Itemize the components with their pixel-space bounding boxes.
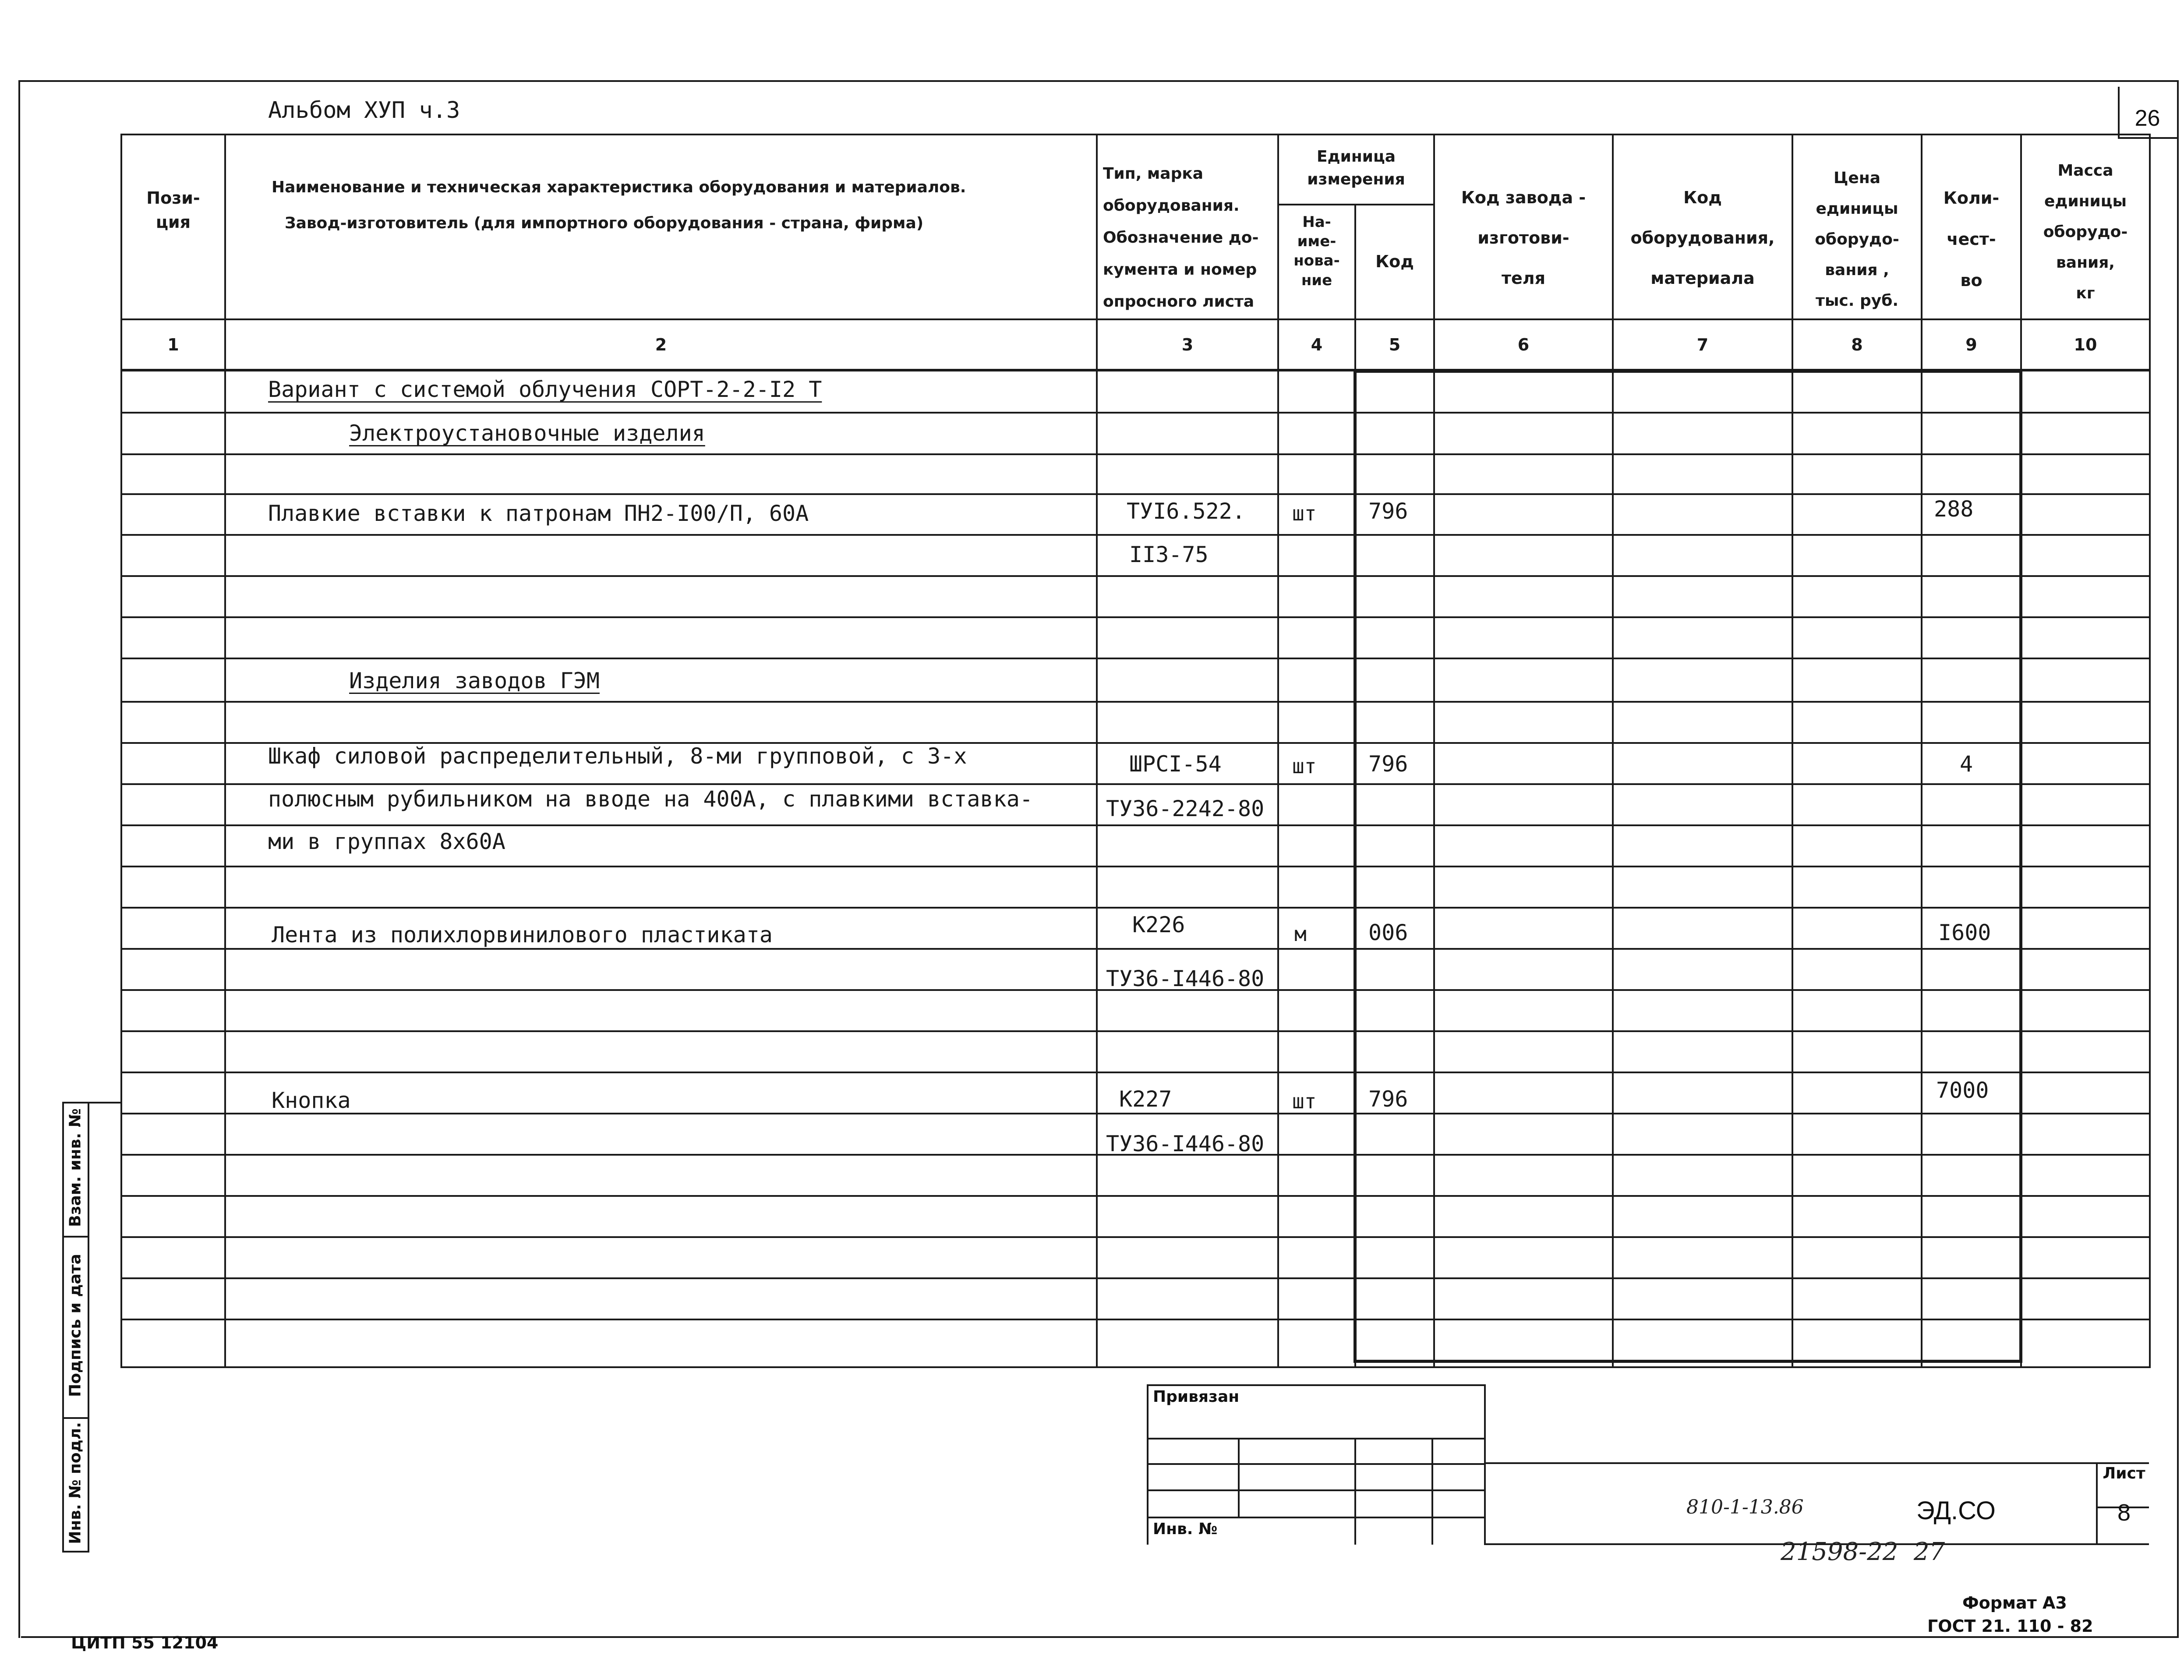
item-unit: м <box>1294 922 1307 946</box>
item-type: ТУI6.522. <box>1127 499 1245 524</box>
item-quantity: 7000 <box>1936 1078 1989 1103</box>
header-position: Пози- ция <box>146 188 200 232</box>
column-number: 9 <box>1965 335 1977 354</box>
column-number: 1 <box>167 335 179 354</box>
item-type: ТУ36-I446-80 <box>1106 966 1265 991</box>
item-quantity: 4 <box>1960 751 1973 777</box>
side-label-vzam: Взам. инв. № <box>66 1108 85 1227</box>
item-unit: шт <box>1292 754 1317 778</box>
column-number: 3 <box>1181 335 1194 354</box>
column-number: 8 <box>1851 335 1863 354</box>
item-type: ШРСI-54 <box>1129 751 1222 777</box>
item-quantity: 288 <box>1934 496 1974 522</box>
header-price: Цена единицы оборудо- вания , тыс. руб. <box>1815 169 1899 310</box>
item-type: К226 <box>1132 912 1185 937</box>
citp-label: ЦИТП 55 12104 <box>71 1633 219 1652</box>
item-type: II3-75 <box>1129 542 1209 567</box>
column-number: 5 <box>1389 335 1401 354</box>
item-name: полюсным рубильником на вводе на 400А, с плавкими вставка- <box>268 786 1033 812</box>
album-title: Альбом ХУП ч.3 <box>268 97 460 124</box>
inv-no-label: Инв. № <box>1153 1520 1218 1538</box>
format-label: Формат А3 <box>1962 1593 2067 1613</box>
item-type: ТУ36-2242-80 <box>1106 796 1265 821</box>
item-name: Шкаф силовой распределительный, 8-ми групповой, с 3-х <box>268 743 967 769</box>
item-type: ТУ36-I446-80 <box>1106 1131 1265 1157</box>
header-type: Тип, марка оборудования. Обозначение до- кумента и номер опросного листа <box>1103 165 1259 311</box>
item-name: Кнопка <box>272 1088 351 1113</box>
side-label-podpis: Подпись и дата <box>66 1254 85 1397</box>
item-name: Плавкие вставки к патронам ПН2-I00/П, 60А <box>268 501 809 526</box>
side-label-inv-podl: Инв. № подл. <box>66 1422 85 1544</box>
header-quantity: Коли- чест- во <box>1943 188 2000 290</box>
header-factory-code: Код завода - изготови- теля <box>1461 188 1586 288</box>
column-number: 6 <box>1517 335 1530 354</box>
item-unit: шт <box>1292 1089 1317 1113</box>
doc-code: 810-1-13.86 <box>1686 1496 1804 1518</box>
column-number: 10 <box>2074 335 2097 354</box>
item-unit-code: 796 <box>1368 499 1408 524</box>
section-title-gem: Изделия заводов ГЭМ <box>349 668 600 693</box>
item-quantity: I600 <box>1938 920 1991 945</box>
header-unit: Единица измерения <box>1307 148 1405 189</box>
list-label: Лист <box>2103 1464 2145 1482</box>
gost-label: ГОСТ 21. 110 - 82 <box>1927 1616 2093 1636</box>
top-sheet-number: 26 <box>2135 106 2160 131</box>
column-number: 7 <box>1696 335 1709 354</box>
privyazan-label: Привязан <box>1153 1388 1240 1406</box>
header-equipment-code: Код оборудования, материала <box>1630 188 1775 288</box>
item-unit-code: 796 <box>1368 1086 1408 1112</box>
item-unit: шт <box>1292 502 1317 525</box>
variant-title: Вариант с системой облучения СОРТ-2-2-I2 Т <box>268 377 822 402</box>
item-type: К227 <box>1119 1086 1172 1112</box>
item-unit-code: 006 <box>1368 920 1408 945</box>
header-mass: Масса единицы оборудо- вания, кг <box>2043 162 2128 302</box>
column-number: 2 <box>655 335 667 354</box>
header-unit-name: На- име- нова- ние <box>1293 213 1340 289</box>
section-title-electro: Электроустановочные изделия <box>349 421 705 446</box>
header-unit-code: Код <box>1375 252 1414 271</box>
handwritten-number: 21598-22 27 <box>1781 1538 1945 1566</box>
list-value: 8 <box>2117 1500 2131 1526</box>
item-name: ми в группах 8х60А <box>268 829 505 854</box>
item-unit-code: 796 <box>1368 751 1408 777</box>
column-number: 4 <box>1311 335 1323 354</box>
header-name: Наименование и техническая характеристика оборудования и материалов. Завод-изготовитель (для импортного оборудования - страна, фирма) <box>272 178 966 232</box>
item-name: Лента из полихлорвинилового пластиката <box>272 922 773 948</box>
doc-mark: ЭД.СО <box>1916 1496 1996 1525</box>
